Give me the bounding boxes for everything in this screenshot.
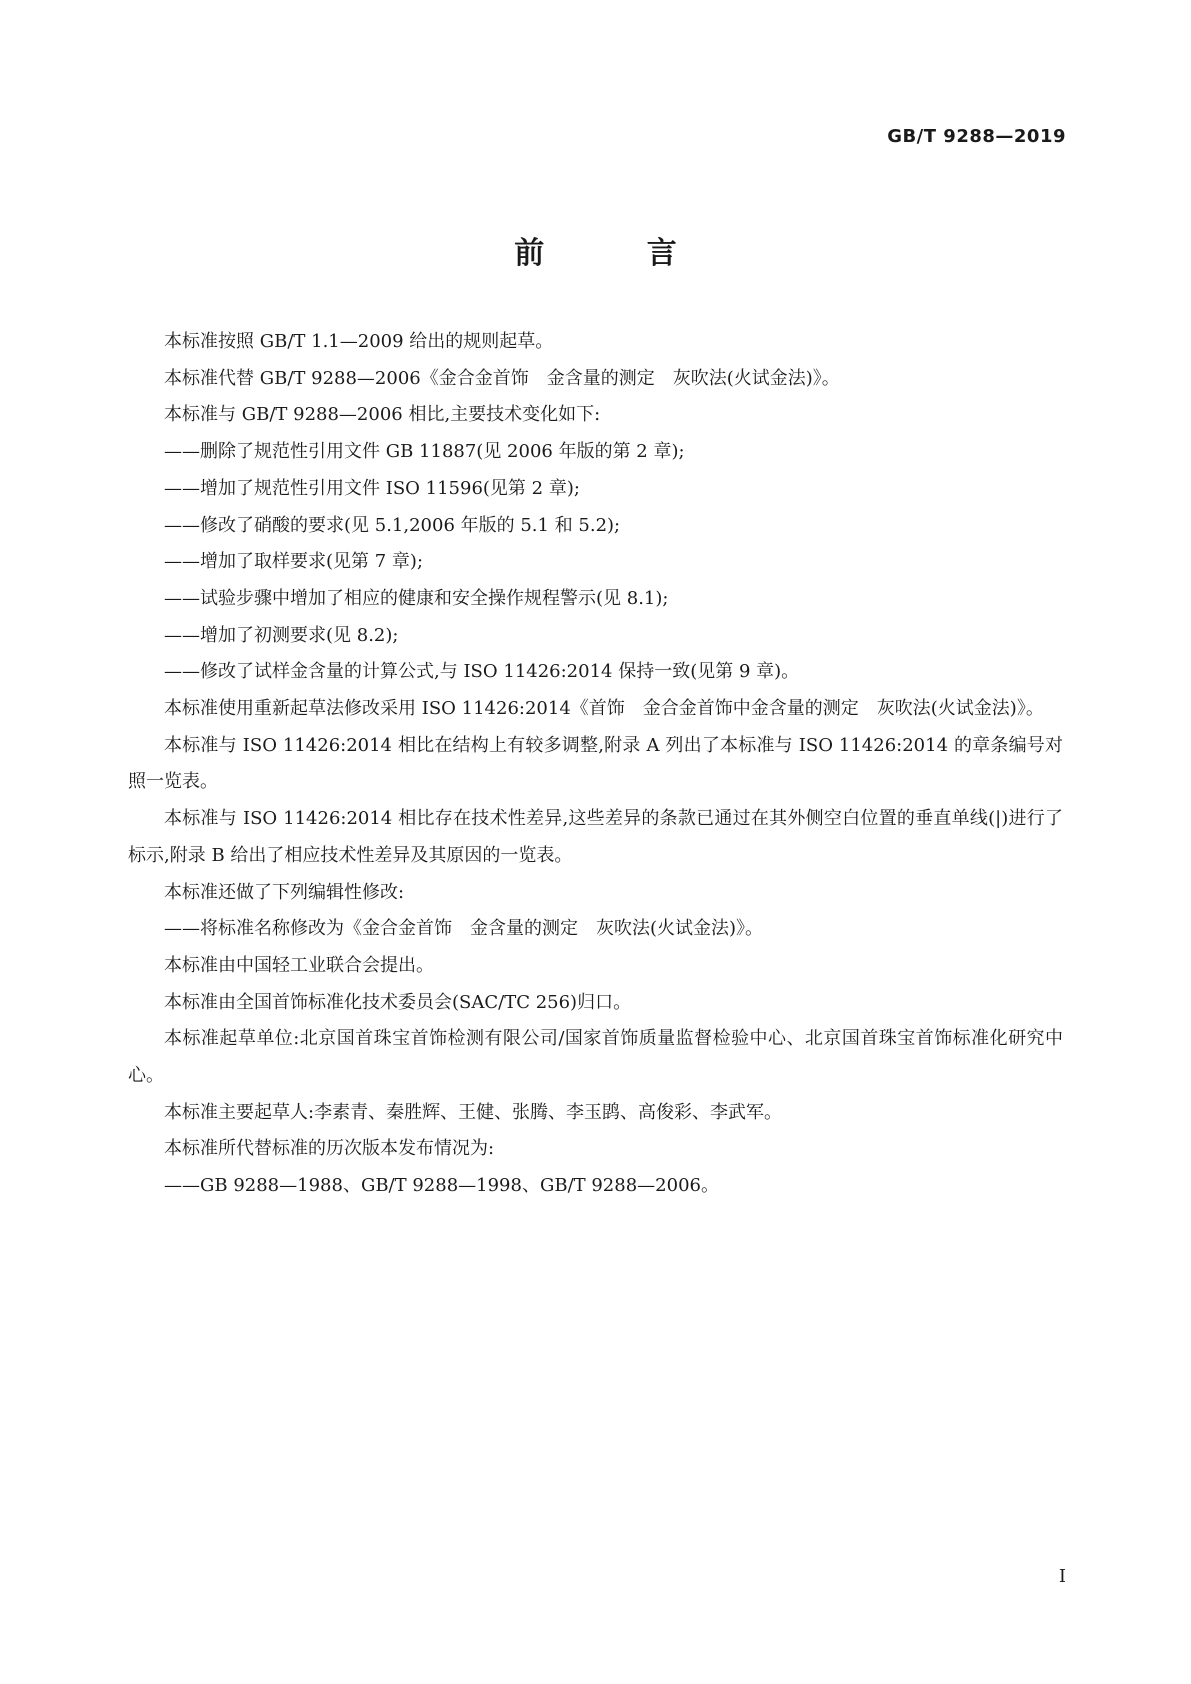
paragraph: 本标准主要起草人:李素青、秦胜辉、王健、张腾、李玉鹍、高俊彩、李武军。 (164, 1101, 783, 1123)
list-item: ——修改了试样金含量的计算公式,与 ISO 11426:2014 保持一致(见第 9 章)。 (164, 661, 800, 683)
list-item: ——增加了取样要求(见第 7 章); (164, 551, 424, 573)
paragraph: 本标准代替 GB/T 9288—2006《金合金首饰 金含量的测定 灰吹法(火试金法)》。 (164, 367, 840, 389)
paragraph: 本标准由全国首饰标准化技术委员会(SAC/TC 256)归口。 (164, 991, 632, 1013)
paragraph: 本标准所代替标准的历次版本发布情况为: (164, 1138, 495, 1160)
paragraph: 本标准与 GB/T 9288—2006 相比,主要技术变化如下: (164, 404, 601, 426)
paragraph: 本标准起草单位:北京国首珠宝首饰检测有限公司/国家首饰质量监督检验中心、北京国首珠宝首饰标准化研究中心。 (128, 1028, 1063, 1087)
page-title: 前 言 (514, 236, 723, 271)
list-item: ——增加了初测要求(见 8.2); (164, 624, 399, 646)
paragraph: 本标准按照 GB/T 1.1—2009 给出的规则起草。 (164, 331, 554, 352)
foreword-body (128, 324, 1063, 1205)
list-item: ——试验步骤中增加了相应的健康和安全操作规程警示(见 8.1); (164, 587, 669, 609)
standard-code: GB/T 9288—2019 (887, 126, 1066, 147)
paragraph: 本标准使用重新起草法修改采用 ISO 11426:2014《首饰 金合金首饰中金含量的测定 灰吹法(火试金法)》。 (164, 698, 1044, 720)
list-item: ——将标准名称修改为《金合金首饰 金含量的测定 灰吹法(火试金法)》。 (164, 918, 764, 940)
list-item: ——删除了规范性引用文件 GB 11887(见 2006 年版的第 2 章); (164, 441, 685, 463)
paragraph: 本标准由中国轻工业联合会提出。 (164, 954, 434, 976)
paragraph: 本标准还做了下列编辑性修改: (164, 881, 405, 903)
list-item: ——修改了硝酸的要求(见 5.1,2006 年版的 5.1 和 5.2); (164, 514, 621, 536)
paragraph: 本标准与 ISO 11426:2014 相比存在技术性差异,这些差异的条款已通过在其外侧空白位置的垂直单线(|)进行了标示,附录 B 给出了相应技术性差异及其原因的一览表。 (128, 808, 1063, 866)
paragraph: 本标准与 ISO 11426:2014 相比在结构上有较多调整,附录 A 列出了本标准与 ISO 11426:2014 的章条编号对照一览表。 (128, 734, 1063, 793)
list-item: ——增加了规范性引用文件 ISO 11596(见第 2 章); (164, 477, 580, 499)
list-item: ——GB 9288—1988、GB/T 9288—1998、GB/T 9288—2006。 (164, 1175, 719, 1197)
page-number: I (1058, 1566, 1066, 1587)
